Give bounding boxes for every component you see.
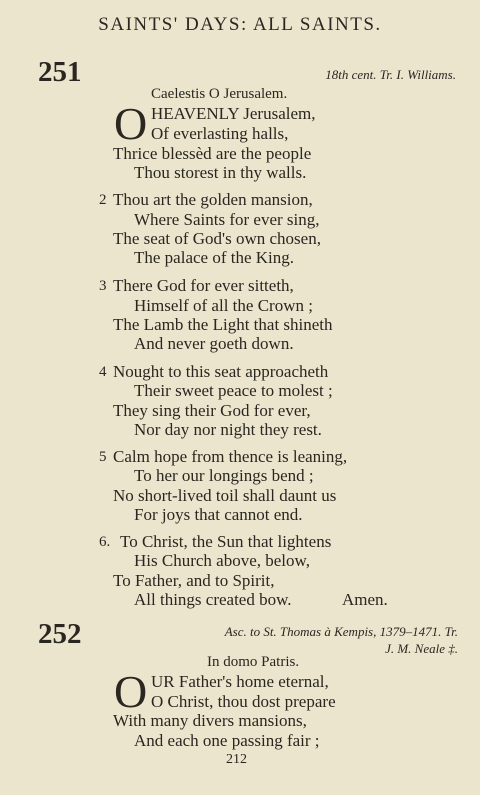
verse-line: No short-lived toil shall daunt us [113,486,337,505]
verse-line: The Lamb the Light that shineth [113,315,333,334]
verse-line: Calm hope from thence is leaning, [113,447,348,466]
verse-line: The seat of God's own chosen, [113,229,321,248]
drop-cap: O [114,98,148,149]
verse-line: All things created bow. [134,590,292,609]
hymn-number: 252 [38,618,82,650]
verse-line: Their sweet peace to molest ; [134,381,333,400]
verse-line: Thou art the golden mansion, [113,190,313,209]
latin-title: Caelestis O Jerusalem. [151,86,288,102]
verse-number: 6. [99,534,111,550]
verse-number: 2 [99,192,107,208]
verse-line: They sing their God for ever, [113,401,311,420]
verse-line: Where Saints for ever sing, [134,210,320,229]
verse-number: 5 [99,449,107,465]
verse-line: And each one passing fair ; [134,731,320,750]
verse-line: Thrice blessèd are the people [113,144,312,163]
verse-line: To Father, and to Spirit, [113,571,275,590]
verse-line: Himself of all the Crown ; [134,296,313,315]
verse-line: The palace of the King. [134,248,295,267]
verse-line: Of everlasting halls, [151,124,289,143]
drop-cap: O [114,666,148,717]
verse-line: Nought to this seat approacheth [113,362,329,381]
running-header: SAINTS' DAYS: ALL SAINTS. [98,14,382,35]
verse-line: To her our longings bend ; [134,466,314,485]
verse-line: Thou storest in thy walls. [134,163,307,182]
hymn-attribution: 18th cent. Tr. I. Williams. [325,67,456,82]
verse-line: And never goeth down. [134,334,294,353]
verse-line: His Church above, below, [134,551,310,570]
hymn-attribution: Asc. to St. Thomas à Kempis, 1379–1471. Tr. [224,624,458,639]
hymn-attribution: J. M. Neale ‡. [385,641,458,656]
latin-title: In domo Patris. [207,654,300,670]
verse-line: To Christ, the Sun that lightens [120,532,332,551]
verse-line: For joys that cannot end. [134,505,303,524]
verse-line: With many divers mansions, [113,711,307,730]
verse-number: 4 [99,364,107,380]
verse-number: 3 [99,278,107,294]
verse-line: HEAVENLY Jerusalem, [151,104,316,123]
verse-line: O Christ, thou dost prepare [151,692,336,711]
page-number: 212 [226,752,247,767]
verse-line: UR Father's home eternal, [151,672,329,691]
amen: Amen. [342,590,388,609]
verse-line: Nor day nor night they rest. [134,420,322,439]
hymn-number: 251 [38,56,82,88]
verse-line: There God for ever sitteth, [113,276,294,295]
